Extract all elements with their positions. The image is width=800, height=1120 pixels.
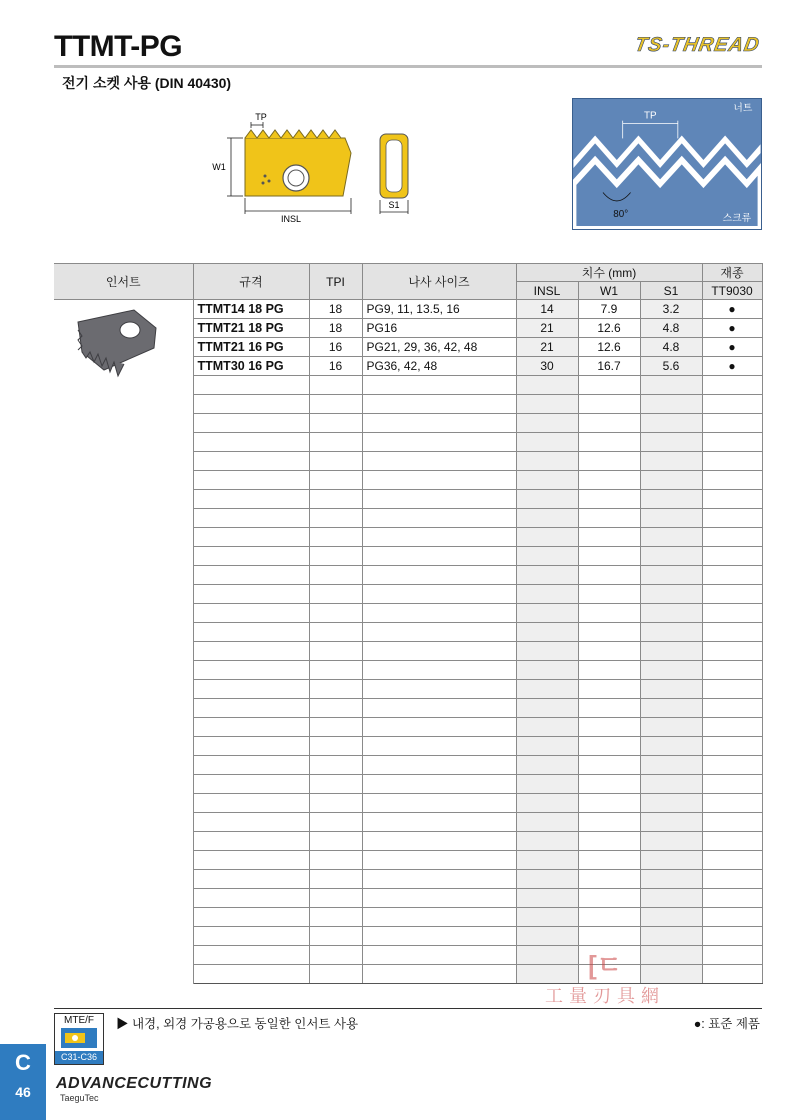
company-logo (56, 1075, 212, 1103)
watermark (530, 945, 680, 1008)
empty-cell (578, 699, 640, 718)
s1-cell: 5.6 (640, 357, 702, 376)
empty-cell (516, 756, 578, 775)
empty-cell (193, 737, 309, 756)
stock-cell: ● (702, 319, 762, 338)
w1-label: W1 (212, 162, 226, 172)
empty-cell (193, 832, 309, 851)
empty-cell (578, 813, 640, 832)
stock-cell: ● (702, 300, 762, 319)
empty-cell (578, 433, 640, 452)
size-cell: PG36, 42, 48 (362, 357, 516, 376)
empty-cell (193, 927, 309, 946)
size-cell: PG9, 11, 13.5, 16 (362, 300, 516, 319)
empty-cell (309, 433, 362, 452)
w1-cell: 7.9 (578, 300, 640, 319)
empty-cell (702, 756, 762, 775)
empty-cell (309, 794, 362, 813)
empty-cell (516, 737, 578, 756)
empty-cell (309, 547, 362, 566)
header-tpi: TPI (309, 264, 362, 300)
title-divider (54, 65, 762, 68)
empty-cell (516, 680, 578, 699)
section-tab (0, 1044, 46, 1120)
empty-cell (578, 547, 640, 566)
empty-cell (578, 718, 640, 737)
empty-cell (516, 794, 578, 813)
empty-cell (362, 471, 516, 490)
logo-main: ADVANCECUTTING (56, 1075, 213, 1092)
empty-cell (362, 794, 516, 813)
empty-cell (516, 642, 578, 661)
tpi-cell: 16 (309, 338, 362, 357)
empty-cell (193, 376, 309, 395)
spec-cell: TTMT14 18 PG (193, 300, 309, 319)
empty-cell (640, 490, 702, 509)
spec-cell: TTMT21 18 PG (193, 319, 309, 338)
empty-cell (516, 927, 578, 946)
empty-cell (578, 414, 640, 433)
empty-cell (193, 604, 309, 623)
empty-cell (640, 680, 702, 699)
empty-cell (640, 775, 702, 794)
empty-cell (578, 851, 640, 870)
empty-cell (516, 490, 578, 509)
empty-cell (516, 528, 578, 547)
empty-cell (578, 452, 640, 471)
empty-cell (702, 604, 762, 623)
nut-label: 너트 (733, 102, 753, 114)
footer-divider (54, 1008, 762, 1009)
insert-side-diagram (372, 128, 418, 223)
empty-cell (640, 718, 702, 737)
empty-cell (193, 566, 309, 585)
empty-cell (640, 566, 702, 585)
insert-photo (54, 300, 192, 390)
empty-cell (702, 433, 762, 452)
empty-cell (702, 813, 762, 832)
empty-cell (640, 927, 702, 946)
empty-cell (362, 395, 516, 414)
empty-cell (702, 661, 762, 680)
empty-cell (516, 718, 578, 737)
w1-cell: 12.6 (578, 319, 640, 338)
header-w1: W1 (578, 282, 640, 300)
empty-cell (578, 908, 640, 927)
empty-cell (702, 490, 762, 509)
empty-cell (362, 756, 516, 775)
empty-cell (362, 718, 516, 737)
empty-cell (702, 642, 762, 661)
empty-cell (516, 661, 578, 680)
empty-cell (702, 395, 762, 414)
empty-cell (578, 623, 640, 642)
empty-cell (578, 471, 640, 490)
empty-cell (309, 414, 362, 433)
footer-note: ▶ 내경, 외경 가공용으로 동일한 인서트 사용 (116, 1017, 359, 1031)
empty-cell (193, 775, 309, 794)
empty-cell (640, 832, 702, 851)
empty-cell (309, 395, 362, 414)
tpi-cell: 18 (309, 319, 362, 338)
empty-cell (640, 604, 702, 623)
empty-cell (193, 965, 309, 984)
empty-cell (362, 490, 516, 509)
empty-cell (640, 870, 702, 889)
empty-cell (193, 490, 309, 509)
empty-cell (362, 965, 516, 984)
empty-cell (193, 813, 309, 832)
empty-cell (362, 376, 516, 395)
empty-cell (193, 851, 309, 870)
header-grade: TT9030 (702, 282, 762, 300)
empty-cell (640, 699, 702, 718)
header-insert: 인서트 (54, 264, 193, 300)
empty-cell (193, 433, 309, 452)
empty-cell (309, 661, 362, 680)
empty-cell (640, 414, 702, 433)
empty-cell (516, 509, 578, 528)
empty-cell (640, 889, 702, 908)
empty-cell (309, 566, 362, 585)
empty-cell (578, 604, 640, 623)
empty-cell (640, 395, 702, 414)
empty-cell (309, 832, 362, 851)
empty-cell (640, 908, 702, 927)
spec-cell: TTMT21 16 PG (193, 338, 309, 357)
empty-cell (309, 946, 362, 965)
logo-sub: TaeguTec (60, 1093, 99, 1103)
empty-cell (193, 471, 309, 490)
page-subtitle: 전기 소켓 사용 (DIN 40430) (62, 75, 232, 91)
empty-cell (516, 775, 578, 794)
empty-cell (309, 642, 362, 661)
empty-cell (362, 642, 516, 661)
empty-cell (702, 889, 762, 908)
empty-cell (309, 718, 362, 737)
insert-dimension-diagram (205, 108, 365, 223)
empty-cell (362, 927, 516, 946)
empty-cell (702, 509, 762, 528)
empty-cell (193, 528, 309, 547)
holder-label: MTE/F (64, 1015, 94, 1026)
empty-cell (640, 547, 702, 566)
empty-cell (702, 927, 762, 946)
empty-cell (516, 376, 578, 395)
empty-cell (702, 794, 762, 813)
empty-cell (516, 452, 578, 471)
empty-cell (309, 813, 362, 832)
stock-cell: ● (702, 338, 762, 357)
empty-cell (516, 851, 578, 870)
empty-cell (516, 889, 578, 908)
empty-cell (193, 661, 309, 680)
thread-profile-diagram (572, 98, 762, 230)
empty-cell (309, 908, 362, 927)
empty-cell (578, 680, 640, 699)
s1-cell: 4.8 (640, 319, 702, 338)
empty-cell (640, 452, 702, 471)
empty-cell (362, 414, 516, 433)
empty-cell (640, 756, 702, 775)
empty-cell (516, 471, 578, 490)
empty-cell (578, 832, 640, 851)
empty-cell (309, 604, 362, 623)
empty-cell (193, 794, 309, 813)
size-cell: PG21, 29, 36, 42, 48 (362, 338, 516, 357)
empty-cell (578, 775, 640, 794)
empty-cell (516, 547, 578, 566)
empty-cell (516, 566, 578, 585)
empty-cell (309, 889, 362, 908)
empty-cell (640, 623, 702, 642)
header-s1: S1 (640, 282, 702, 300)
empty-cell (362, 699, 516, 718)
empty-cell (702, 775, 762, 794)
empty-cell (193, 889, 309, 908)
empty-cell (640, 661, 702, 680)
page-number: 46 (15, 1084, 31, 1100)
empty-cell (309, 623, 362, 642)
thread-tp-label: TP (643, 110, 657, 122)
empty-cell (309, 756, 362, 775)
empty-cell (640, 851, 702, 870)
empty-cell (578, 566, 640, 585)
watermark-text: 工量刃具網 (545, 986, 665, 1006)
insl-cell: 30 (516, 357, 578, 376)
empty-cell (362, 680, 516, 699)
empty-cell (309, 965, 362, 984)
insl-cell: 14 (516, 300, 578, 319)
holder-page-ref: C31-C36 (55, 1051, 103, 1064)
empty-cell (640, 737, 702, 756)
empty-cell (516, 604, 578, 623)
empty-cell (193, 908, 309, 927)
empty-cell (362, 604, 516, 623)
angle-label: 80° (613, 209, 629, 221)
empty-cell (578, 376, 640, 395)
holder-icon (61, 1028, 97, 1048)
empty-cell (702, 471, 762, 490)
insl-cell: 21 (516, 338, 578, 357)
empty-cell (362, 433, 516, 452)
empty-cell (362, 851, 516, 870)
empty-cell (702, 585, 762, 604)
empty-cell (193, 642, 309, 661)
empty-cell (362, 737, 516, 756)
header-grade-group: 재종 (702, 264, 762, 282)
empty-cell (578, 794, 640, 813)
insert-teeth (245, 130, 345, 138)
empty-cell (578, 889, 640, 908)
empty-cell (640, 794, 702, 813)
size-cell: PG16 (362, 319, 516, 338)
holder-reference-box (54, 1013, 104, 1065)
empty-cell (578, 927, 640, 946)
empty-cell (516, 870, 578, 889)
footer-legend: ●: 표준 제품 (693, 1017, 760, 1031)
tp-label: TP (255, 112, 267, 122)
empty-cell (516, 414, 578, 433)
empty-cell (516, 585, 578, 604)
empty-cell (362, 946, 516, 965)
page-title: TTMT-PG (54, 30, 183, 63)
empty-cell (702, 946, 762, 965)
empty-cell (578, 661, 640, 680)
empty-cell (578, 737, 640, 756)
s1-cell: 3.2 (640, 300, 702, 319)
empty-cell (309, 528, 362, 547)
header-insl: INSL (516, 282, 578, 300)
empty-cell (309, 870, 362, 889)
empty-cell (702, 737, 762, 756)
empty-cell (578, 395, 640, 414)
empty-cell (193, 946, 309, 965)
empty-cell (516, 699, 578, 718)
insert-photo-cell (54, 300, 193, 984)
spec-table (54, 263, 763, 984)
empty-cell (309, 737, 362, 756)
w1-cell: 12.6 (578, 338, 640, 357)
empty-cell (309, 851, 362, 870)
empty-cell (640, 813, 702, 832)
empty-cell (640, 471, 702, 490)
empty-cell (578, 585, 640, 604)
empty-cell (362, 566, 516, 585)
empty-cell (702, 870, 762, 889)
empty-cell (362, 832, 516, 851)
empty-cell (309, 775, 362, 794)
empty-cell (362, 547, 516, 566)
empty-cell (640, 433, 702, 452)
empty-cell (362, 623, 516, 642)
empty-cell (193, 680, 309, 699)
empty-cell (702, 718, 762, 737)
empty-cell (309, 376, 362, 395)
stock-cell: ● (702, 357, 762, 376)
empty-cell (640, 642, 702, 661)
empty-cell (516, 433, 578, 452)
empty-cell (578, 509, 640, 528)
empty-cell (702, 908, 762, 927)
empty-cell (193, 699, 309, 718)
empty-cell (193, 547, 309, 566)
header-thread-size: 나사 사이즈 (362, 264, 516, 300)
empty-cell (702, 965, 762, 984)
empty-cell (640, 585, 702, 604)
empty-cell (193, 623, 309, 642)
empty-cell (702, 623, 762, 642)
empty-cell (702, 699, 762, 718)
empty-cell (362, 889, 516, 908)
s1-cell: 4.8 (640, 338, 702, 357)
table-row (54, 300, 762, 319)
empty-cell (193, 585, 309, 604)
empty-cell (309, 680, 362, 699)
brand-logo: TS-THREAD (633, 34, 763, 56)
empty-cell (362, 870, 516, 889)
empty-cell (578, 642, 640, 661)
empty-cell (309, 699, 362, 718)
empty-cell (309, 452, 362, 471)
empty-cell (516, 832, 578, 851)
w1-cell: 16.7 (578, 357, 640, 376)
empty-cell (702, 851, 762, 870)
empty-cell (193, 756, 309, 775)
empty-cell (640, 528, 702, 547)
empty-cell (362, 775, 516, 794)
empty-cell (516, 908, 578, 927)
empty-cell (640, 376, 702, 395)
empty-cell (193, 395, 309, 414)
empty-cell (362, 661, 516, 680)
empty-cell (193, 718, 309, 737)
empty-cell (309, 471, 362, 490)
empty-cell (362, 452, 516, 471)
empty-cell (702, 680, 762, 699)
insl-label: INSL (280, 214, 302, 223)
empty-cell (309, 585, 362, 604)
empty-cell (578, 870, 640, 889)
empty-cell (516, 623, 578, 642)
empty-cell (702, 832, 762, 851)
empty-cell (578, 528, 640, 547)
header-dimensions: 치수 (mm) (516, 264, 702, 282)
spec-cell: TTMT30 16 PG (193, 357, 309, 376)
tpi-cell: 18 (309, 300, 362, 319)
empty-cell (578, 756, 640, 775)
empty-cell (362, 585, 516, 604)
empty-cell (193, 870, 309, 889)
empty-cell (702, 566, 762, 585)
empty-cell (193, 414, 309, 433)
empty-cell (362, 509, 516, 528)
empty-cell (516, 813, 578, 832)
empty-cell (362, 813, 516, 832)
empty-cell (578, 490, 640, 509)
empty-cell (362, 528, 516, 547)
screw-label: 스크류 (722, 213, 752, 225)
empty-cell (309, 490, 362, 509)
empty-cell (516, 395, 578, 414)
empty-cell (193, 509, 309, 528)
empty-cell (702, 528, 762, 547)
empty-cell (309, 509, 362, 528)
tpi-cell: 16 (309, 357, 362, 376)
empty-cell (309, 927, 362, 946)
watermark-mark: [ㄷ (588, 950, 622, 980)
insl-cell: 21 (516, 319, 578, 338)
empty-cell (702, 452, 762, 471)
empty-cell (193, 452, 309, 471)
empty-cell (702, 414, 762, 433)
header-spec: 규격 (193, 264, 309, 300)
section-letter: C (15, 1050, 31, 1075)
s1-label: S1 (388, 200, 400, 210)
empty-cell (640, 509, 702, 528)
empty-cell (362, 908, 516, 927)
empty-cell (702, 547, 762, 566)
empty-cell (702, 376, 762, 395)
